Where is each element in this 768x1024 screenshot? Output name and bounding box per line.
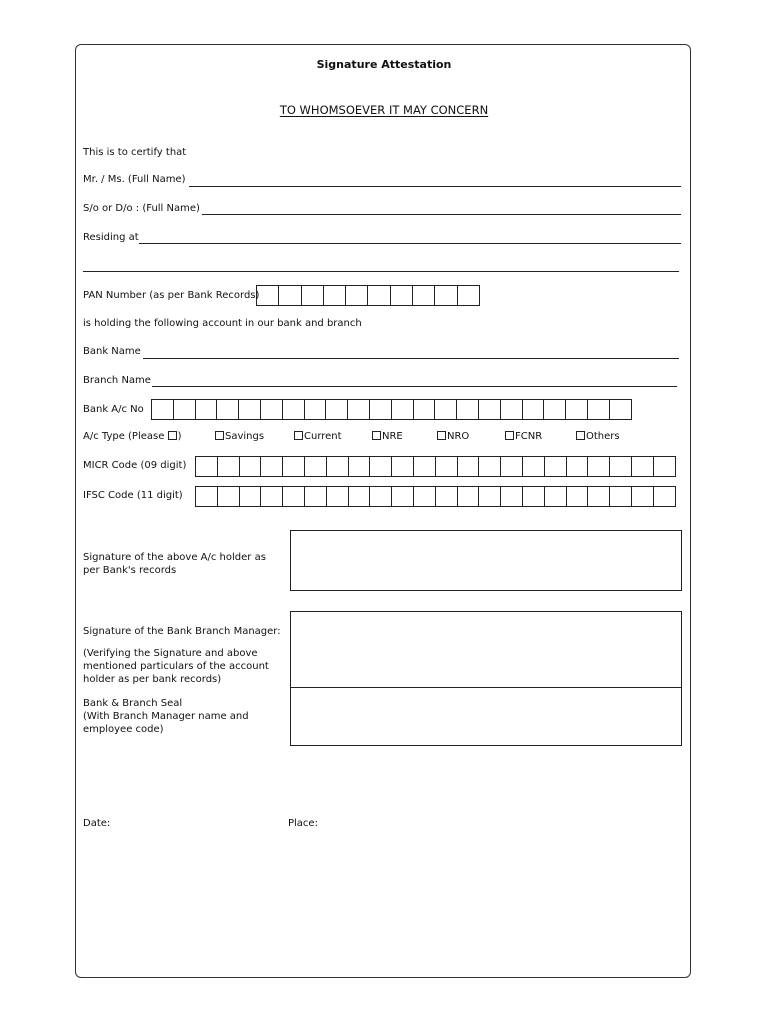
character-box[interactable]: [239, 399, 261, 420]
holder-signature-label: Signature of the above A/c holder as per Bank's records: [83, 552, 266, 576]
tick-mark-checkbox-icon: [168, 431, 177, 440]
verification-note: (Verifying the Signature and above mentioned particulars of the account holder as per bank records): [83, 648, 269, 685]
character-box[interactable]: [435, 399, 457, 420]
character-box[interactable]: [479, 399, 501, 420]
certify-intro: This is to certify that: [83, 147, 187, 158]
character-box[interactable]: [283, 486, 305, 507]
account-type-label: A/c Type (Please ): [83, 431, 182, 442]
character-box[interactable]: [632, 456, 654, 477]
date-label: Date:: [83, 818, 111, 829]
manager-signature-label: Signature of the Bank Branch Manager:: [83, 626, 281, 637]
character-box[interactable]: [326, 399, 348, 420]
character-box[interactable]: [610, 486, 632, 507]
character-box[interactable]: [302, 285, 324, 306]
character-box[interactable]: [654, 456, 676, 477]
character-box[interactable]: [610, 456, 632, 477]
account-type-nre[interactable]: NRE: [372, 431, 403, 442]
account-type-fcnr[interactable]: FCNR: [505, 431, 542, 442]
character-box[interactable]: [610, 399, 632, 420]
character-box[interactable]: [261, 486, 283, 507]
character-box[interactable]: [567, 456, 589, 477]
character-box[interactable]: [305, 399, 327, 420]
ifsc-code-boxes[interactable]: [195, 486, 676, 507]
character-box[interactable]: [632, 486, 654, 507]
character-box[interactable]: [370, 399, 392, 420]
character-box[interactable]: [217, 399, 239, 420]
account-type-nro[interactable]: NRO: [437, 431, 469, 442]
address-field-line-1[interactable]: [139, 243, 681, 244]
pan-number-boxes[interactable]: [256, 285, 480, 306]
character-box[interactable]: [545, 486, 567, 507]
character-box[interactable]: [349, 456, 371, 477]
character-box[interactable]: [588, 456, 610, 477]
account-type-others[interactable]: Others: [576, 431, 620, 442]
account-number-boxes[interactable]: [151, 399, 632, 420]
character-box[interactable]: [436, 456, 458, 477]
character-box[interactable]: [479, 486, 501, 507]
character-box[interactable]: [458, 456, 480, 477]
character-box[interactable]: [413, 285, 435, 306]
account-type-current[interactable]: Current: [294, 431, 342, 442]
character-box[interactable]: [392, 456, 414, 477]
account-number-label: Bank A/c No: [83, 404, 144, 415]
character-box[interactable]: [545, 456, 567, 477]
checkbox-icon: [372, 431, 381, 440]
parent-name-label: S/o or D/o : (Full Name): [83, 203, 200, 214]
character-box[interactable]: [588, 399, 610, 420]
character-box[interactable]: [196, 486, 218, 507]
character-box[interactable]: [174, 399, 196, 420]
character-box[interactable]: [324, 285, 346, 306]
form-subtitle: TO WHOMSOEVER IT MAY CONCERN: [279, 103, 489, 117]
character-box[interactable]: [349, 486, 371, 507]
account-type-savings[interactable]: Savings: [215, 431, 264, 442]
branch-name-field[interactable]: [152, 386, 677, 387]
character-box[interactable]: [257, 285, 279, 306]
character-box[interactable]: [523, 399, 545, 420]
character-box[interactable]: [261, 399, 283, 420]
character-box[interactable]: [327, 486, 349, 507]
character-box[interactable]: [240, 486, 262, 507]
character-box[interactable]: [392, 486, 414, 507]
character-box[interactable]: [196, 456, 218, 477]
character-box[interactable]: [152, 399, 174, 420]
character-box[interactable]: [261, 456, 283, 477]
bank-seal-box[interactable]: [290, 687, 682, 746]
character-box[interactable]: [523, 456, 545, 477]
character-box[interactable]: [218, 456, 240, 477]
character-box[interactable]: [370, 486, 392, 507]
character-box[interactable]: [501, 486, 523, 507]
character-box[interactable]: [566, 399, 588, 420]
manager-signature-box[interactable]: [290, 611, 682, 688]
character-box[interactable]: [392, 399, 414, 420]
character-box[interactable]: [479, 456, 501, 477]
bank-name-field[interactable]: [143, 358, 679, 359]
character-box[interactable]: [368, 285, 390, 306]
character-box[interactable]: [283, 456, 305, 477]
character-box[interactable]: [654, 486, 676, 507]
character-box[interactable]: [436, 486, 458, 507]
micr-code-boxes[interactable]: [195, 456, 676, 477]
holder-signature-box[interactable]: [290, 530, 682, 591]
character-box[interactable]: [327, 456, 349, 477]
character-box[interactable]: [348, 399, 370, 420]
branch-name-label: Branch Name: [83, 375, 151, 386]
checkbox-icon: [294, 431, 303, 440]
character-box[interactable]: [523, 486, 545, 507]
checkbox-icon: [215, 431, 224, 440]
character-box[interactable]: [196, 399, 218, 420]
character-box[interactable]: [458, 486, 480, 507]
character-box[interactable]: [240, 456, 262, 477]
micr-label: MICR Code (09 digit): [83, 460, 187, 471]
character-box[interactable]: [414, 399, 436, 420]
bank-name-label: Bank Name: [83, 346, 141, 357]
character-box[interactable]: [588, 486, 610, 507]
seal-label: Bank & Branch Seal (With Branch Manager name and employee code): [83, 698, 249, 735]
character-box[interactable]: [218, 486, 240, 507]
character-box[interactable]: [305, 486, 327, 507]
character-box[interactable]: [391, 285, 413, 306]
character-box[interactable]: [279, 285, 301, 306]
checkbox-icon: [505, 431, 514, 440]
parent-name-field[interactable]: [202, 214, 681, 215]
character-box[interactable]: [283, 399, 305, 420]
full-name-label: Mr. / Ms. (Full Name): [83, 174, 186, 185]
character-box[interactable]: [501, 456, 523, 477]
full-name-field[interactable]: [189, 186, 681, 187]
character-box[interactable]: [370, 456, 392, 477]
address-field-line-2[interactable]: [83, 271, 679, 272]
checkbox-icon: [576, 431, 585, 440]
character-box[interactable]: [544, 399, 566, 420]
checkbox-icon: [437, 431, 446, 440]
pan-label: PAN Number (as per Bank Records): [83, 290, 260, 301]
character-box[interactable]: [305, 456, 327, 477]
holding-text: is holding the following account in our bank and branch: [83, 318, 362, 329]
character-box[interactable]: [414, 456, 436, 477]
ifsc-label: IFSC Code (11 digit): [83, 490, 183, 501]
character-box[interactable]: [457, 399, 479, 420]
residing-label: Residing at: [83, 232, 139, 243]
character-box[interactable]: [501, 399, 523, 420]
character-box[interactable]: [435, 285, 457, 306]
character-box[interactable]: [414, 486, 436, 507]
character-box[interactable]: [346, 285, 368, 306]
character-box[interactable]: [458, 285, 480, 306]
character-box[interactable]: [567, 486, 589, 507]
place-label: Place:: [288, 818, 318, 829]
form-title: Signature Attestation: [316, 58, 452, 71]
